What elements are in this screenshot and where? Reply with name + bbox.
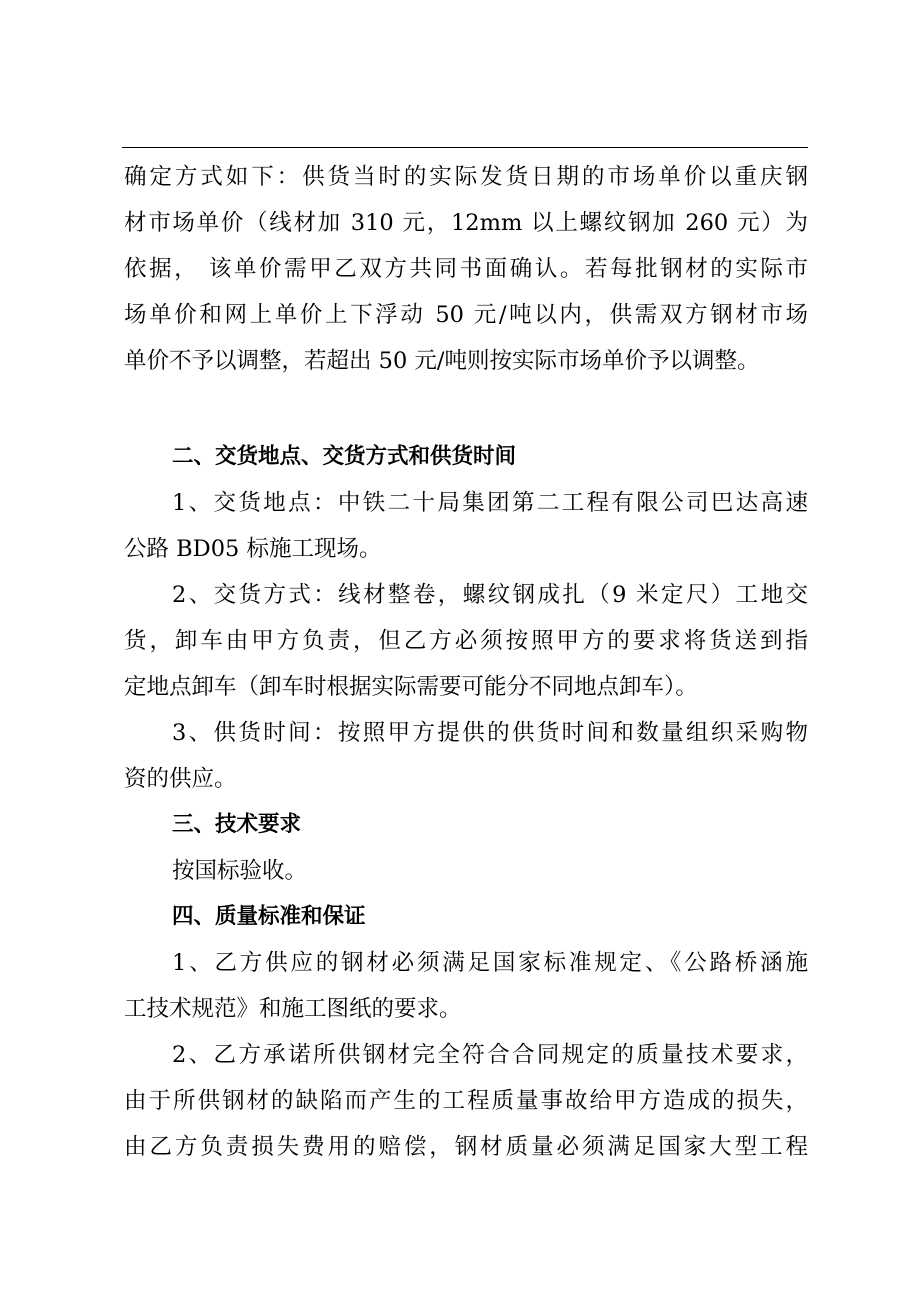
- paragraph-line: 1、乙方供应的钢材必须满足国家标准规定、《公路桥涵施: [172, 950, 808, 976]
- paragraph-line: 由于所供钢材的缺陷而产生的工程质量事故给甲方造成的损失，: [124, 1088, 808, 1114]
- header-rule: [122, 147, 808, 148]
- paragraph-line: 定地点卸车（卸车时根据实际需要可能分不同地点卸车）。: [124, 674, 698, 700]
- section-quality: [124, 894, 808, 1170]
- paragraph-line: 确定方式如下：供货当时的实际发货日期的市场单价以重庆钢: [124, 164, 808, 190]
- paragraph-line: 2、交货方式：线材整卷，螺纹钢成扎（9 米定尺）工地交: [172, 582, 808, 608]
- paragraph-line: 按国标验收。: [172, 858, 308, 884]
- paragraph-line: 单价不予以调整，若超出 50 元/吨则按实际市场单价予以调整。: [124, 348, 760, 374]
- paragraph-line: 2、乙方承诺所供钢材完全符合合同规定的质量技术要求，: [172, 1042, 808, 1068]
- quality-guarantee-item: [124, 1032, 808, 1170]
- paragraph-line: 资的供应。: [124, 766, 237, 792]
- section-heading: 三、技术要求: [172, 812, 302, 837]
- document-body: [124, 154, 808, 1170]
- paragraph-line: 工技术规范》和施工图纸的要求。: [124, 996, 462, 1022]
- paragraph-line: 1、交货地点：中铁二十局集团第二工程有限公司巴达高速: [172, 490, 808, 516]
- quality-standard-item: [124, 940, 808, 1032]
- section-heading: 二、交货地点、交货方式和供货时间: [172, 444, 517, 469]
- paragraph-line: 货，卸车由甲方负责，但乙方必须按照甲方的要求将货送到指: [124, 628, 808, 654]
- paragraph-line: 材市场单价（线材加 310 元，12mm 以上螺纹钢加 260 元）为: [124, 210, 808, 236]
- delivery-time-item: [124, 710, 808, 802]
- paragraph-line: 3、供货时间：按照甲方提供的供货时间和数量组织采购物: [172, 720, 808, 746]
- paragraph-line: 依据， 该单价需甲乙双方共同书面确认。若每批钢材的实际市: [124, 256, 808, 282]
- paragraph-line: 由乙方负责损失费用的赔偿，钢材质量必须满足国家大型工程: [124, 1134, 808, 1160]
- section-technical: [124, 802, 808, 894]
- paragraph-line: 公路 BD05 标施工现场。: [124, 536, 382, 562]
- paragraph-gap: [124, 384, 808, 434]
- price-paragraph: [124, 154, 808, 384]
- section-heading: 四、质量标准和保证: [172, 904, 366, 929]
- paragraph-line: 场单价和网上单价上下浮动 50 元/吨以内，供需双方钢材市场: [124, 302, 808, 328]
- delivery-location-item: [124, 480, 808, 572]
- section-delivery: [124, 434, 808, 802]
- delivery-method-item: [124, 572, 808, 710]
